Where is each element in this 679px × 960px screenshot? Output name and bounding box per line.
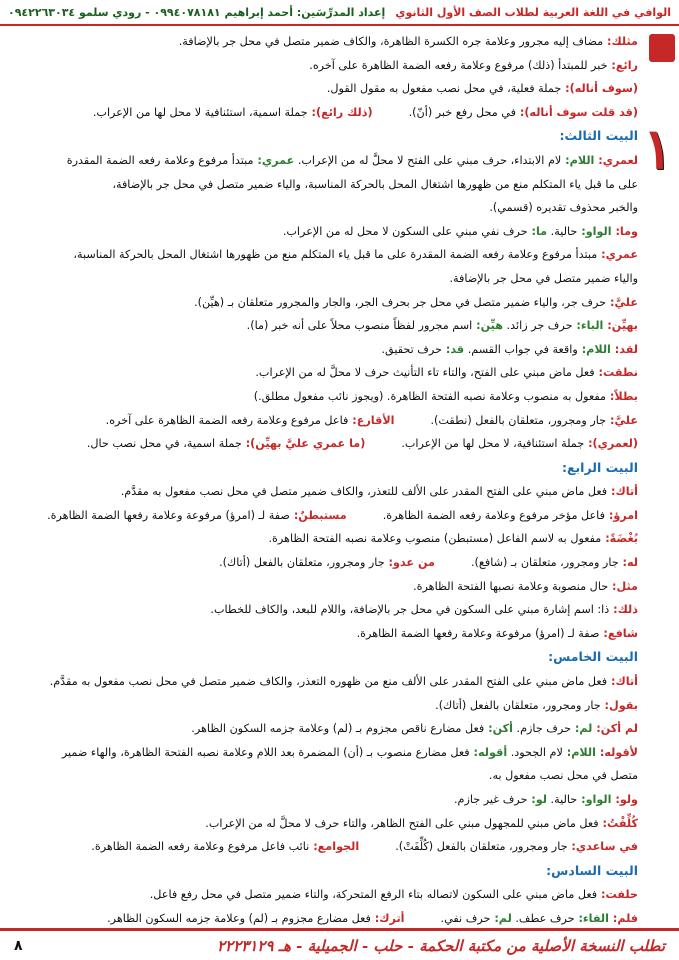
red-marker xyxy=(649,34,675,62)
explanation-text: فعل مضارع منصوب بـ (أن) المضمرة بعد اللام وعلامة نصبه الفتحة الظاهرة، والهاء ضمير xyxy=(61,745,470,759)
sub-term-label: لم: xyxy=(490,911,512,925)
term-label: بهيِّن: xyxy=(603,319,638,333)
text-line xyxy=(8,314,638,338)
page-header xyxy=(0,0,679,26)
explanation-text: مبتدأ مرفوع وعلامة رفعه الضمة المقدرة على ما قبل ياء المتكلم منع من ظهورها اشتغال المحل بالحركة المناسبة، xyxy=(73,248,598,262)
explanation-text: فعل مضارع ناقص مجزوم بـ (لم) وعلامة جزمه السكون الظاهر. xyxy=(191,722,485,736)
explanation-text: والخبر محذوف تقديره (قسمي). xyxy=(489,201,638,215)
explanation-text: فعل ماض مبني للمجهول مبني على الفتح الظاهر، والتاء حرف لا محلَّ له من الإعراب. xyxy=(205,816,599,830)
explanation-text: مبتدأ مرفوع وعلامة رفعه الضمة المقدرة xyxy=(66,153,254,167)
explanation-text: حرف جازم. xyxy=(512,722,571,736)
explanation-text: حال منصوبة وعلامة نصبها الفتحة الظاهرة. xyxy=(413,579,609,593)
sub-term-label: الواو: xyxy=(577,224,612,238)
term-label: ذلك: xyxy=(609,603,638,617)
explanation-text: فعل ماض مبني على الفتح، والتاء تاء التأنيث حرف لا محلَّ له من الإعراب. xyxy=(255,366,595,380)
sub-term-label: أقوله: xyxy=(469,745,508,759)
text-line xyxy=(8,764,638,788)
text-line xyxy=(8,835,638,859)
term-label: (سوف أناله): xyxy=(561,82,638,96)
sub-term-label: الواو: xyxy=(577,793,612,806)
text-line xyxy=(8,504,638,528)
text-line xyxy=(8,883,638,907)
text-line xyxy=(8,385,638,409)
explanation-text: على ما قبل ياء المتكلم منع من ظهورها اشتغال المحل بالحركة المناسبة، والياء ضمير متصل في محل جر بالإضافة، xyxy=(112,177,638,191)
text-line xyxy=(8,30,638,54)
text-line xyxy=(8,551,638,575)
term-label: عمري: xyxy=(597,248,638,262)
explanation-text: مضاف إليه مجرور وعلامة جره الكسرة الظاهرة، والكاف ضمير متصل في محل جر بالإضافة. xyxy=(178,35,604,48)
text-line xyxy=(8,788,638,812)
page-content xyxy=(8,30,638,931)
term-label: بطلاً: xyxy=(606,389,638,403)
text-line xyxy=(8,173,638,197)
text-line xyxy=(8,812,638,836)
explanation-text: حرف عطف. xyxy=(511,911,575,925)
sub-term-label: الفاء: xyxy=(574,911,609,925)
text-line xyxy=(8,291,638,315)
author-line: إعداد المدرِّسَين: أحمد إبراهيم ٠٩٩٤٠٧٨١٨١ - رودي سلمو ٠٩٤٢٢٦٣٠٣٤ xyxy=(8,5,386,19)
term-label: أتاك: xyxy=(607,675,638,689)
term-label: عليَّ: xyxy=(606,295,638,309)
text-line xyxy=(8,432,638,456)
sub-term-label: أكن: xyxy=(484,722,513,736)
lesson-number: ١ xyxy=(642,116,673,182)
section-heading xyxy=(8,124,638,149)
explanation-text: فاعل مؤخر مرفوع وعلامة رفعه الضمة الظاهرة. xyxy=(382,508,605,522)
term-label: وما: xyxy=(611,224,638,238)
sub-term-label: الباء: xyxy=(572,319,604,333)
text-line xyxy=(8,694,638,718)
explanation-text: صفة لـ (امرؤ) مرفوعة وعلامة رفعها الضمة الظاهرة. xyxy=(356,626,600,640)
term-label: لم أكن: xyxy=(592,722,638,736)
sidebar-decoration xyxy=(642,26,679,926)
explanation-text: والياء ضمير متصل في محل جر بالإضافة. xyxy=(449,271,638,285)
explanation-text: حرف غير جازم. xyxy=(453,793,528,806)
text-line xyxy=(8,622,638,646)
sub-term-label: اللام: xyxy=(562,745,596,759)
explanation-text: في محل رفع خبر (أنّ). xyxy=(408,105,516,119)
term-label: (ذلك رائع): xyxy=(307,105,373,119)
text-line xyxy=(8,243,638,267)
text-line xyxy=(8,77,638,101)
term-label: رائع: xyxy=(607,58,638,72)
explanation-text: جار ومجرور، متعلقان بالفعل (أتاك). xyxy=(435,698,601,712)
term-label: عليَّ: xyxy=(606,413,638,427)
page-footer xyxy=(0,928,679,960)
explanation-text: لام الابتداء، حرف مبني على الفتح لا محلَّ له من الإعراب. xyxy=(294,153,562,167)
text-line xyxy=(8,267,638,291)
text-line xyxy=(8,480,638,504)
term-label: شافع: xyxy=(599,626,638,640)
term-label: بُغْضَةً: xyxy=(601,532,638,546)
term-label: (ما عمري عليَّ بهيِّن): xyxy=(241,437,366,451)
section-title: البيت الخامس: xyxy=(548,649,638,665)
explanation-text: جملة اسمية، استئنافية لا محل لها من الإعراب. xyxy=(92,105,308,119)
term-label: الأقارع: xyxy=(348,413,395,427)
explanation-text: جملة اسمية، في محل نصب حال. xyxy=(86,437,242,451)
explanation-text: حرف تحقيق. xyxy=(381,342,442,356)
term-label: مثل: xyxy=(608,579,638,593)
sub-term-label: ما: xyxy=(527,224,548,238)
sub-term-label: هيِّن: xyxy=(472,319,503,333)
sub-term-label: اللام: xyxy=(561,153,595,167)
text-line xyxy=(8,149,638,173)
explanation-text: نائب فاعل مرفوع وعلامة رفعه الضمة الظاهرة. xyxy=(91,840,310,854)
explanation-text: اسم مجرور لفظاً منصوب محلاً على أنه خبر (ما). xyxy=(246,319,473,333)
book-title: الوافي في اللغة العربية لطلاب الصف الأول الثانوي xyxy=(395,5,671,19)
term-label: لقد: xyxy=(610,342,638,356)
text-line xyxy=(8,361,638,385)
explanation-text: حرف جر، والياء ضمير متصل في محل جر بحرف الجر، والجار والمجرور متعلقان بـ (هيِّن). xyxy=(194,295,607,309)
term-label: كُلِّفْتُ: xyxy=(598,816,638,830)
text-line xyxy=(8,338,638,362)
text-line xyxy=(8,527,638,551)
explanation-text: حرف نفي مبني على السكون لا محل له من الإعراب. xyxy=(282,224,528,238)
explanation-text: مفعول به منصوب وعلامة نصبه الفتحة الظاهرة. (ويجوز نائب مفعول مطلق.) xyxy=(253,389,607,403)
sub-term-label: اللام: xyxy=(577,342,611,356)
term-label: (لعمري): xyxy=(584,437,638,451)
explanation-text: جار ومجرور، متعلقان بالفعل (نطقت). xyxy=(430,413,607,427)
section-heading xyxy=(8,456,638,481)
explanation-text: متصل في محل نصب مفعول به. xyxy=(488,769,638,783)
term-label: في ساعدي: xyxy=(567,840,638,854)
term-label: أترك: xyxy=(370,911,405,925)
text-line xyxy=(8,741,638,765)
sub-term-label: قد: xyxy=(441,342,465,356)
term-label: ولو: xyxy=(611,793,638,806)
explanation-text: جملة فعلية، في محل نصب مفعول به مقول القول. xyxy=(326,82,562,96)
explanation-text: ذا: اسم إشارة مبني على السكون في محل جر بالإضافة، واللام للبعد، والكاف للخطاب. xyxy=(210,603,610,617)
term-label: لعمري: xyxy=(594,153,638,167)
explanation-text: حرف نفي. xyxy=(440,911,491,925)
term-label: الجوامع: xyxy=(309,840,360,854)
term-label: فلم: xyxy=(608,911,638,925)
explanation-text: حرف جر زائد. xyxy=(503,319,573,333)
page-number: ٨ xyxy=(14,937,23,954)
explanation-text: مفعول به لاسم الفاعل (مستبطن) منصوب وعلامة نصبه الفتحة الظاهرة. xyxy=(268,532,602,546)
sub-term-label: عمري: xyxy=(253,153,295,167)
term-label: نطقت: xyxy=(594,366,638,380)
explanation-text: فعل ماض مبني على الفتح المقدر على الألف منع من ظهوره التعذر، والكاف ضمير متصل في محل نصب مفعول به مقدَّم. xyxy=(49,675,608,689)
term-label: بقول: xyxy=(600,698,638,712)
explanation-text: حالية. xyxy=(547,224,578,238)
term-label: مستبطنٌ: xyxy=(289,508,347,522)
term-label: امرؤ: xyxy=(604,508,638,522)
section-title: البيت السادس: xyxy=(546,862,638,878)
explanation-text: جار ومجرور، متعلقان بـ (شافع). xyxy=(470,556,619,570)
text-line xyxy=(8,196,638,220)
explanation-text: فعل مضارع مجزوم بـ (لم) وعلامة جزمه السكون الظاهر. xyxy=(107,911,371,925)
explanation-text: جار ومجرور، متعلقان بالفعل (أتاك). xyxy=(219,556,385,570)
text-line xyxy=(8,575,638,599)
explanation-text: لام الجحود. xyxy=(507,745,563,759)
explanation-text: جار ومجرور، متعلقان بالفعل (كُلِّفَتْ). xyxy=(395,840,568,854)
term-label: له: xyxy=(618,556,638,570)
text-line xyxy=(8,409,638,433)
section-heading xyxy=(8,859,638,884)
text-line xyxy=(8,717,638,741)
text-line xyxy=(8,670,638,694)
explanation-text: فاعل مرفوع وعلامة رفعه الضمة الظاهرة على آخره. xyxy=(105,413,349,427)
sub-term-label: لم: xyxy=(571,722,593,736)
explanation-text: صفة لـ (امرؤ) مرفوعة وعلامة رفعها الضمة الظاهرة. xyxy=(47,508,290,522)
term-label: لأقوله: xyxy=(595,745,638,759)
term-label: مثلك: xyxy=(603,35,638,48)
text-line xyxy=(8,598,638,622)
explanation-text: فعل ماض مبني على السكون لاتصاله بتاء الرفع المتحركة، والتاء ضمير متصل في محل رفع فاعل. xyxy=(149,888,598,902)
term-label: أتاك: xyxy=(607,485,638,499)
text-line xyxy=(8,101,638,125)
term-label: من عدو: xyxy=(384,556,435,570)
term-label: حلفت: xyxy=(597,888,638,902)
explanation-text: فعل ماض مبني على الفتح المقدر على الألف للتعذر، والكاف ضمير متصل في محل نصب مفعول به مقدَّم. xyxy=(120,485,608,499)
explanation-text: واقعة في جواب القسم. xyxy=(464,342,578,356)
section-title: البيت الثالث: xyxy=(559,128,638,144)
section-heading xyxy=(8,645,638,670)
explanation-text: جملة استئنافية، لا محل لها من الإعراب. xyxy=(401,437,585,451)
section-title: البيت الرابع: xyxy=(561,459,638,475)
text-line xyxy=(8,54,638,78)
explanation-text: حالية. xyxy=(547,793,578,806)
text-line xyxy=(8,220,638,244)
sub-term-label: لو: xyxy=(527,793,547,806)
footer-advert: تطلب النسخة الأصلية من مكتبة الحكمة - حلب - الجميلية - هـ ٢٢٢٣١٢٩ xyxy=(217,936,665,955)
term-label: (قد قلت سوف أناله): xyxy=(515,105,638,119)
explanation-text: خبر للمبتدأ (ذلك) مرفوع وعلامة رفعه الضمة الظاهرة على آخره. xyxy=(309,58,608,72)
